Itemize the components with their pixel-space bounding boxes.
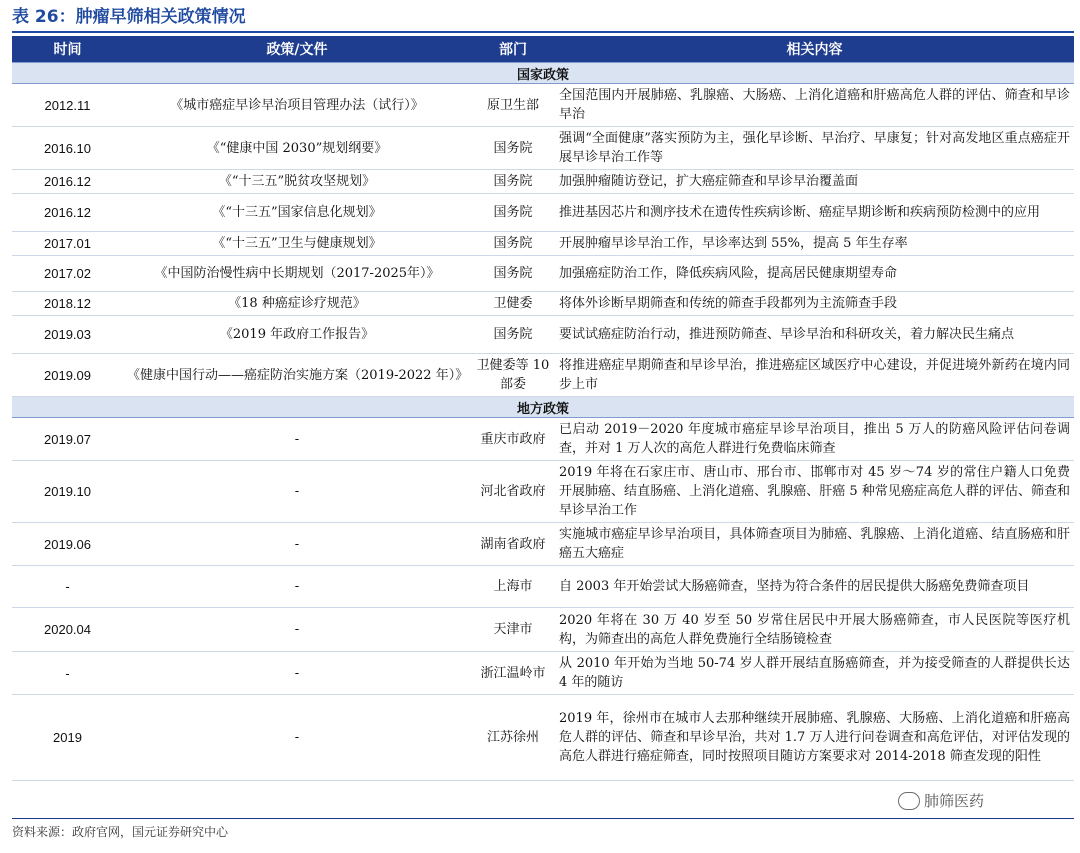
header-row (12, 36, 1074, 63)
cell-department: 浙江温岭市 (471, 652, 555, 695)
cell-time: 2017.01 (12, 232, 123, 256)
header-time: 时间 (12, 36, 123, 63)
cell-time: 2016.10 (12, 127, 123, 170)
table-row (12, 292, 1074, 316)
cell-content: 自 2003 年开始尝试大肠癌筛查，坚持为符合条件的居民提供大肠癌免费筛查项目 (555, 566, 1074, 608)
table-row (12, 354, 1074, 397)
cell-policy: - (123, 608, 471, 652)
section-row (12, 63, 1074, 84)
cell-time: 2019.07 (12, 418, 123, 461)
cell-policy: - (123, 652, 471, 695)
cell-time: 2016.12 (12, 170, 123, 194)
header-content: 相关内容 (555, 36, 1074, 63)
cell-content: 已启动 2019－2020 年度城市癌症早诊早治项目，推出 5 万人的防癌风险评估问卷调查，并对 1 万人次的高危人群进行免费临床筛查 (555, 418, 1074, 461)
cell-department: 卫健委 (471, 292, 555, 316)
cell-department: 原卫生部 (471, 84, 555, 127)
cell-policy: 《中国防治慢性病中长期规划（2017-2025年）》 (123, 256, 471, 292)
cell-policy: 《18 种癌症诊疗规范》 (123, 292, 471, 316)
cell-time: 2019 (12, 695, 123, 781)
cell-content: 2019 年将在石家庄市、唐山市、邢台市、邯郸市对 45 岁～74 岁的常住户籍人口免费开展肺癌、结直肠癌、上消化道癌、乳腺癌、肝癌 5 种常见癌症高危人群的评估、筛查和早诊早治工作 (555, 461, 1074, 523)
cell-time: - (12, 652, 123, 695)
cell-time: 2019.03 (12, 316, 123, 354)
cell-time: 2017.02 (12, 256, 123, 292)
cell-policy: 《“十三五”国家信息化规划》 (123, 194, 471, 232)
table-row (12, 608, 1074, 652)
cell-policy: - (123, 523, 471, 566)
cell-department: 上海市 (471, 566, 555, 608)
cell-content: 推进基因芯片和测序技术在遗传性疾病诊断、癌症早期诊断和疾病预防检测中的应用 (555, 194, 1074, 232)
table-row (12, 170, 1074, 194)
cell-content: 加强癌症防治工作，降低疾病风险，提高居民健康期望寿命 (555, 256, 1074, 292)
cell-department: 卫健委等 10 部委 (471, 354, 555, 397)
cell-time: 2018.12 (12, 292, 123, 316)
watermark (898, 790, 984, 811)
cell-policy: - (123, 461, 471, 523)
cell-time: 2019.10 (12, 461, 123, 523)
bottom-divider (12, 818, 1074, 819)
table-body (12, 63, 1074, 781)
cell-department: 天津市 (471, 608, 555, 652)
section-label: 国家政策 (12, 63, 1074, 84)
cell-content: 开展肿瘤早诊早治工作，早诊率达到 55%，提高 5 年生存率 (555, 232, 1074, 256)
cell-content: 强调“全面健康”落实预防为主，强化早诊断、早治疗、早康复；针对高发地区重点癌症开展早诊早治工作等 (555, 127, 1074, 170)
cell-department: 国务院 (471, 194, 555, 232)
table-row (12, 523, 1074, 566)
cell-policy: 《健康中国行动——癌症防治实施方案（2019-2022 年）》 (123, 354, 471, 397)
cell-content: 要试试癌症防治行动，推进预防筛查、早诊早治和科研攻关，着力解决民生痛点 (555, 316, 1074, 354)
cell-policy: - (123, 566, 471, 608)
cell-department: 国务院 (471, 316, 555, 354)
table-row (12, 316, 1074, 354)
cell-time: 2016.12 (12, 194, 123, 232)
watermark-text: 肺筛医药 (924, 792, 985, 810)
cell-content: 加强肿瘤随访登记，扩大癌症筛查和早诊早治覆盖面 (555, 170, 1074, 194)
cell-time: 2020.04 (12, 608, 123, 652)
cell-content: 2020 年将在 30 万 40 岁至 50 岁常住居民中开展大肠癌筛查，市人民医院等医疗机构，为筛查出的高危人群免费施行全结肠镜检查 (555, 608, 1074, 652)
cell-policy: 《“健康中国 2030”规划纲要》 (123, 127, 471, 170)
header-department: 部门 (471, 36, 555, 63)
table-row (12, 194, 1074, 232)
wechat-icon (898, 792, 920, 810)
table-row (12, 84, 1074, 127)
cell-content: 从 2010 年开始为当地 50-74 岁人群开展结直肠癌筛查，并为接受筛查的人群提供长达 4 年的随访 (555, 652, 1074, 695)
cell-department: 湖南省政府 (471, 523, 555, 566)
cell-department: 国务院 (471, 232, 555, 256)
header-policy: 政策/文件 (123, 36, 471, 63)
cell-policy: 《城市癌症早诊早治项目管理办法（试行）》 (123, 84, 471, 127)
cell-department: 国务院 (471, 127, 555, 170)
table-row (12, 232, 1074, 256)
table-row (12, 461, 1074, 523)
cell-content: 将体外诊断早期筛查和传统的筛查手段都列为主流筛查手段 (555, 292, 1074, 316)
table-row (12, 566, 1074, 608)
cell-content: 实施城市癌症早诊早治项目，具体筛查项目为肺癌、乳腺癌、上消化道癌、结直肠癌和肝癌五大癌症 (555, 523, 1074, 566)
title-divider (12, 31, 1074, 33)
cell-policy: 《2019 年政府工作报告》 (123, 316, 471, 354)
table-title: 表 26：肿瘤早筛相关政策情况 (12, 7, 246, 27)
policy-table (12, 36, 1074, 781)
cell-policy: - (123, 418, 471, 461)
source-note: 资料来源：政府官网，国元证券研究中心 (12, 825, 229, 839)
cell-time: 2019.09 (12, 354, 123, 397)
section-row (12, 397, 1074, 418)
cell-time: 2012.11 (12, 84, 123, 127)
cell-content: 将推进癌症早期筛查和早诊早治，推进癌症区域医疗中心建设，并促进境外新药在境内同步上市 (555, 354, 1074, 397)
table-row (12, 256, 1074, 292)
cell-department: 国务院 (471, 170, 555, 194)
cell-department: 重庆市政府 (471, 418, 555, 461)
cell-time: 2019.06 (12, 523, 123, 566)
cell-policy: 《“十三五”卫生与健康规划》 (123, 232, 471, 256)
table-row (12, 695, 1074, 781)
table-row (12, 127, 1074, 170)
cell-department: 国务院 (471, 256, 555, 292)
table-row (12, 652, 1074, 695)
section-label: 地方政策 (12, 397, 1074, 418)
cell-content: 2019 年，徐州市在城市人去那种继续开展肺癌、乳腺癌、大肠癌、上消化道癌和肝癌高危人群的评估、筛查和早诊早治，共对 1.7 万人进行问卷调查和高危评估，对评估发现的高危人群进行癌症筛查，同时按照项目随访方案要求对 2014-2018 筛查发现的阳性 (555, 695, 1074, 781)
cell-time: - (12, 566, 123, 608)
cell-policy: - (123, 695, 471, 781)
table-row (12, 418, 1074, 461)
cell-content: 全国范围内开展肺癌、乳腺癌、大肠癌、上消化道癌和肝癌高危人群的评估、筛查和早诊早治 (555, 84, 1074, 127)
cell-policy: 《“十三五”脱贫攻坚规划》 (123, 170, 471, 194)
cell-department: 河北省政府 (471, 461, 555, 523)
cell-department: 江苏徐州 (471, 695, 555, 781)
